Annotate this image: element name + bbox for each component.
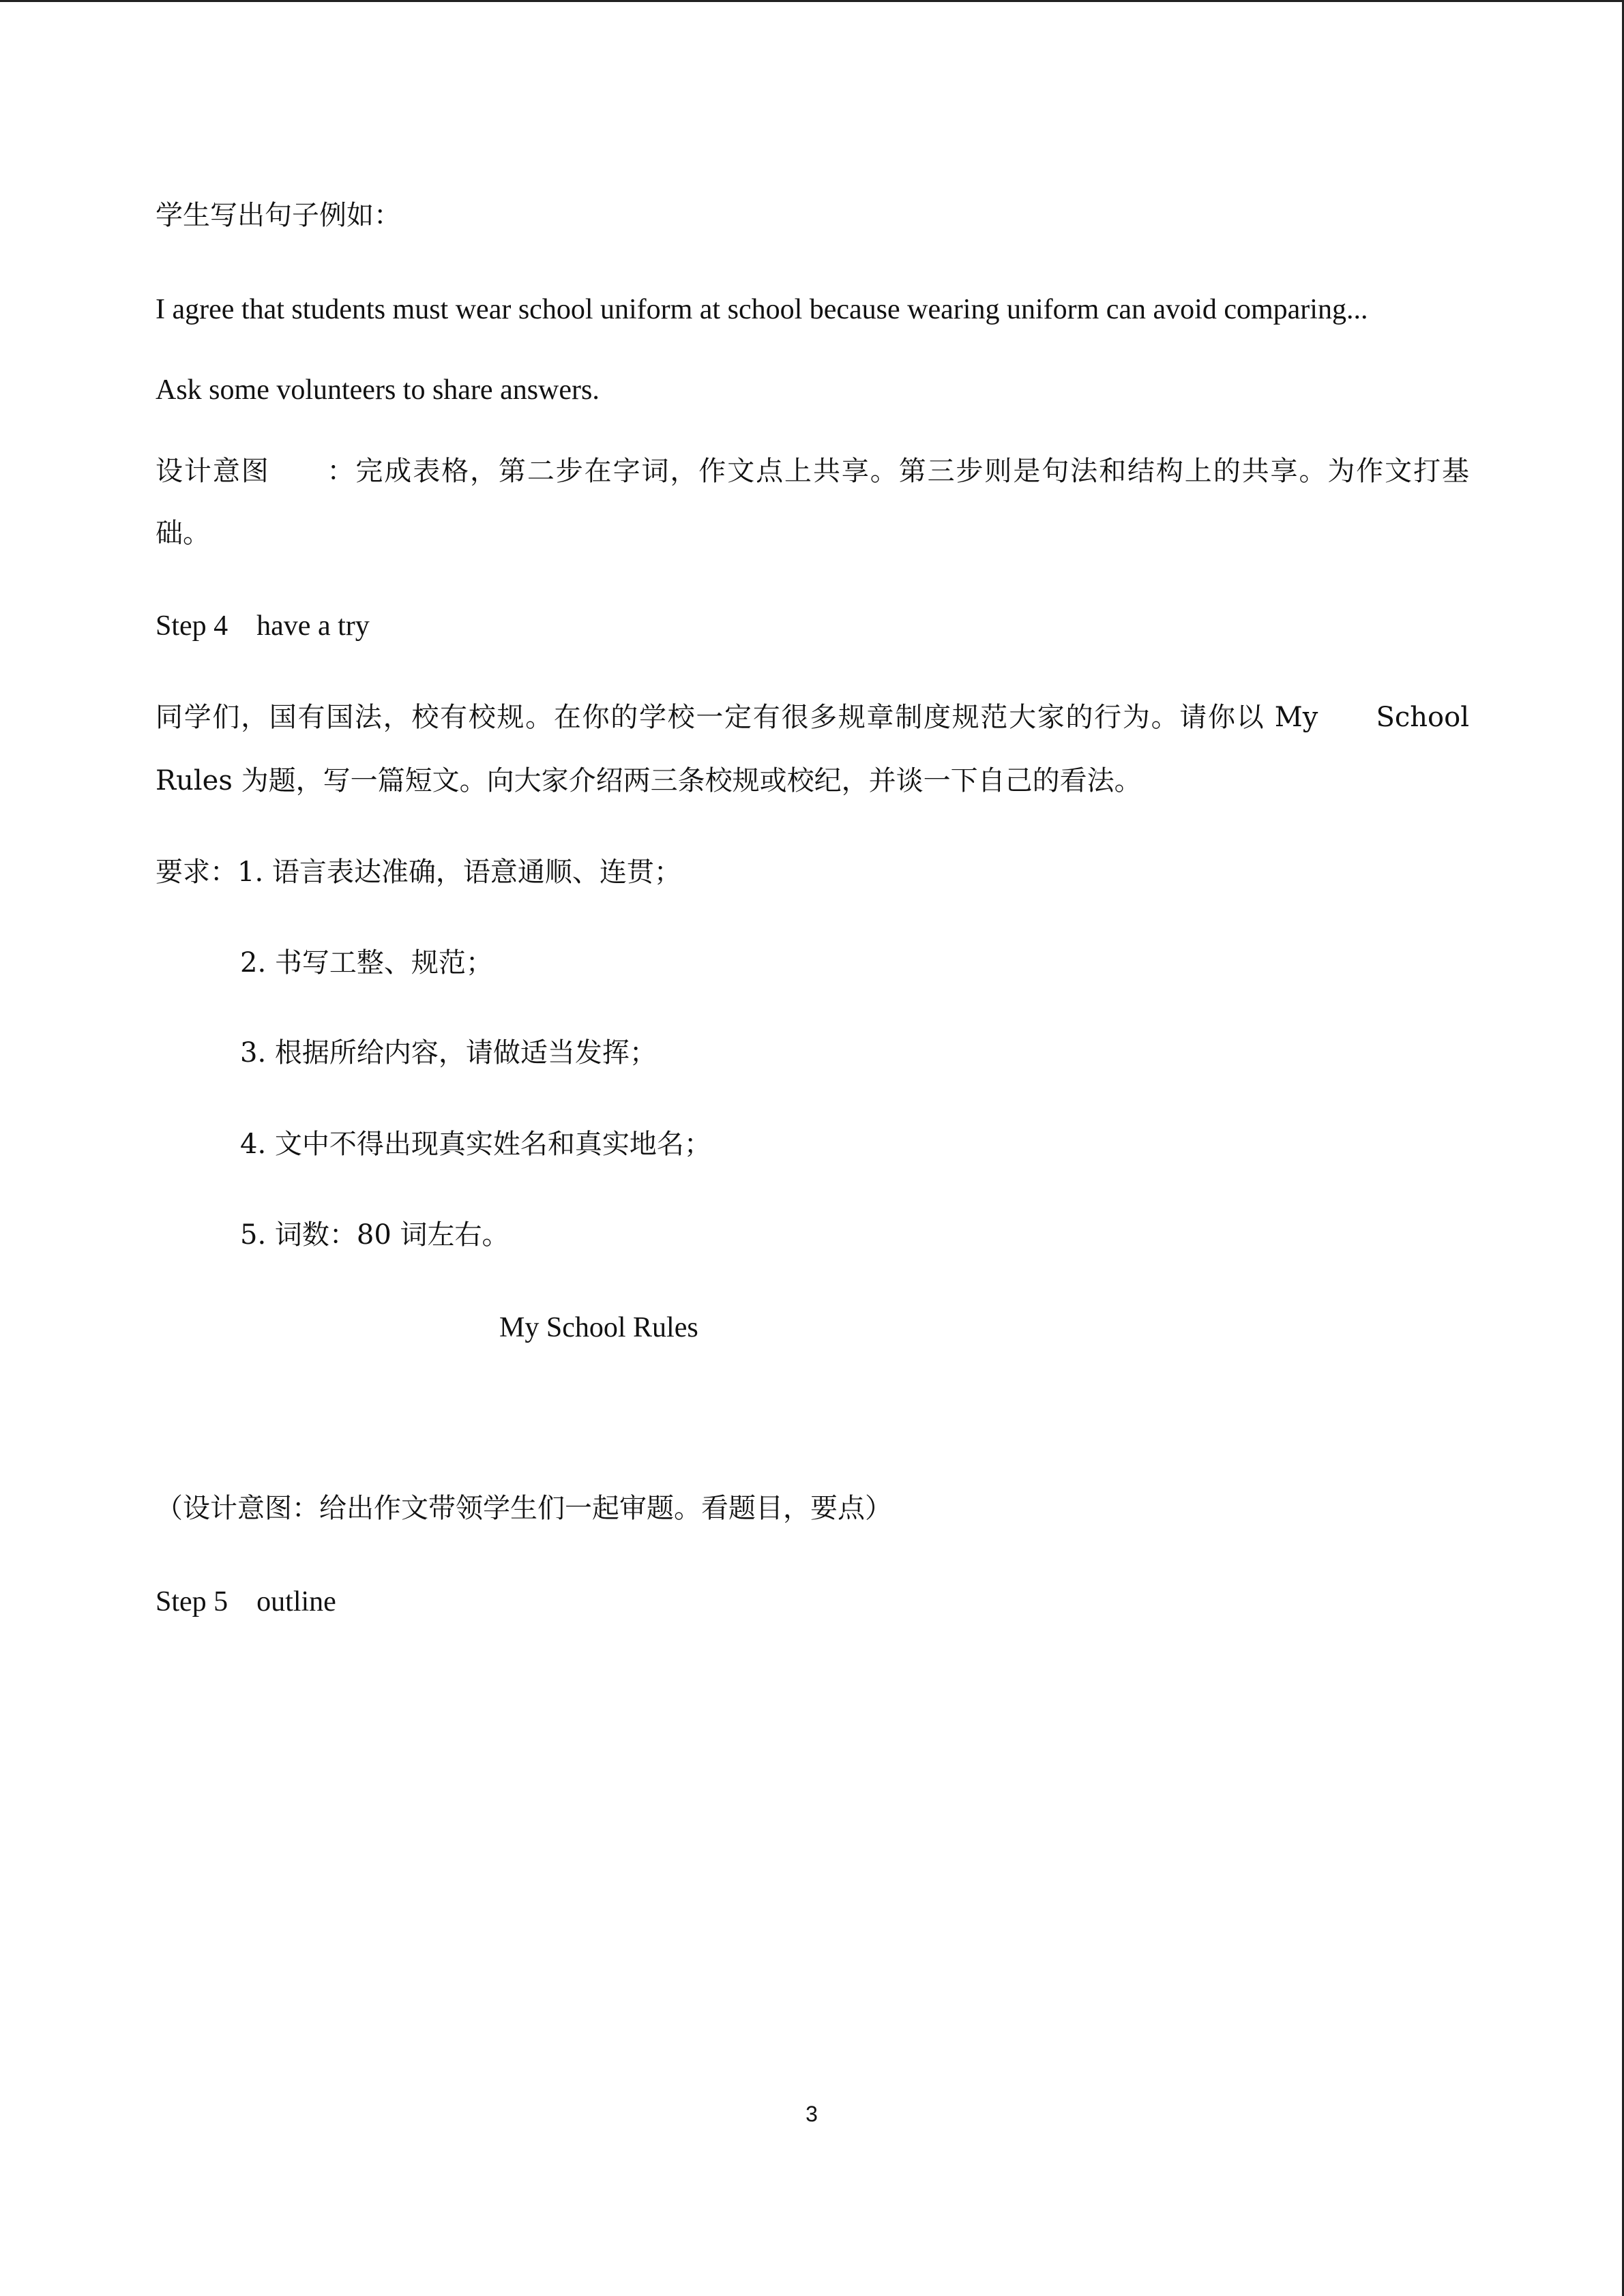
step5-heading: Step 5 outline [156,1586,336,1617]
requirement-1: 要求：1. 语言表达准确，语意通顺、连贯； [156,856,681,888]
requirement-5: 5. 词数：80 词左右。 [240,1219,510,1251]
design-intent-line-1: 设计意图 ：完成表格，第二步在字词，作文点上共享。第三步则是句法和结构上的共享。为作文打基 [156,456,1469,487]
step4-heading: Step 4 have a try [156,610,370,642]
requirement-3: 3. 根据所给内容，请做适当发挥； [240,1037,657,1069]
example-sentence: I agree that students must wear school uniform at school because wearing uniform can avoid comparing... [156,294,1368,325]
essay-title: My School Rules [499,1312,698,1343]
task-line-2: Rules 为题，写一篇短文。向大家介绍两三条校规或校纪，并谈一下自己的看法。 [156,765,1142,796]
top-border [0,0,1624,2]
requirement-4: 4. 文中不得出现真实姓名和真实地名； [240,1129,711,1160]
share-instruction: Ask some volunteers to share answers. [156,374,600,406]
design-intent-2: （设计意图：给出作文带领学生们一起审题。看题目，要点） [156,1493,892,1524]
design-intent-line-2: 础。 [156,518,210,549]
page-number: 3 [806,2102,818,2126]
requirement-2: 2. 书写工整、规范； [240,947,493,979]
intro-line: 学生写出句子例如： [156,200,401,231]
task-line-1: 同学们，国有国法，校有校规。在你的学校一定有很多规章制度规范大家的行为。请你以 My School [156,702,1469,733]
